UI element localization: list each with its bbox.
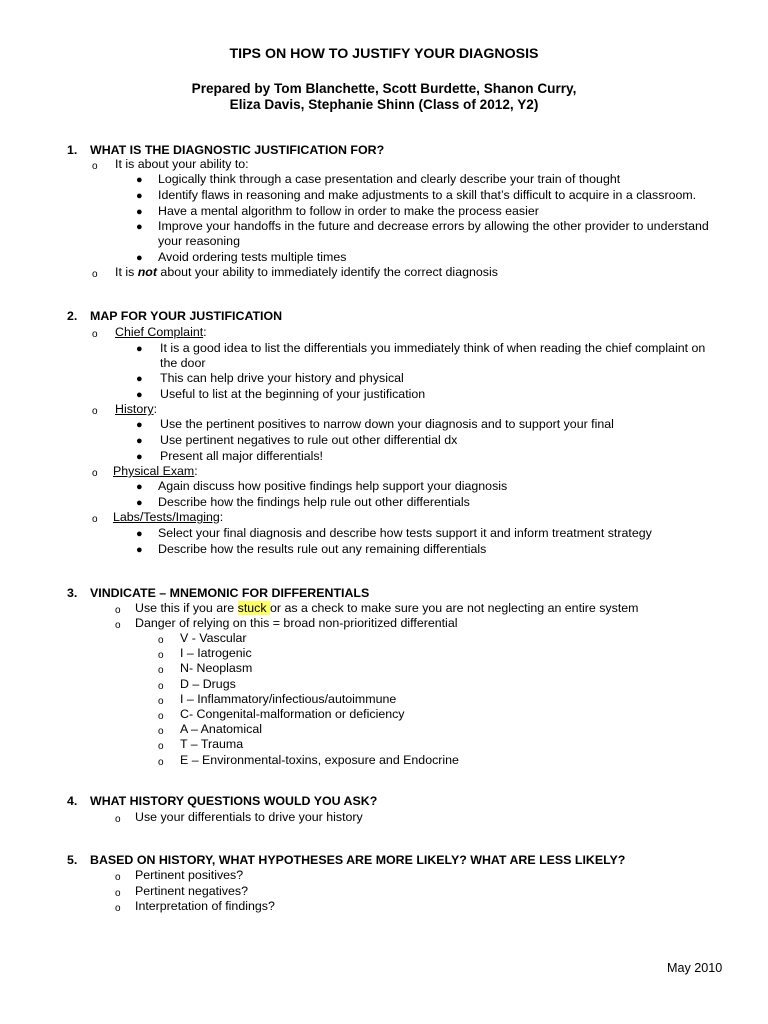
circle-bullet-icon: o xyxy=(158,757,164,768)
list-item: Use pertinent negatives to rule out other differential dx xyxy=(160,433,458,447)
list-item: Logically think through a case presentation and clearly describe your train of thought xyxy=(158,172,621,186)
list-item: Select your final diagnosis and describe how tests support it and inform treatment strategy xyxy=(158,526,652,540)
subheading-history: History: xyxy=(115,402,158,416)
circle-bullet-icon: o xyxy=(158,681,164,692)
list-item: Pertinent negatives? xyxy=(135,884,248,898)
list-item: Describe how the results rule out any remaining differentials xyxy=(158,542,487,556)
section-number: 2. xyxy=(67,309,78,323)
circle-bullet-icon: o xyxy=(158,711,164,722)
subheading-labs: Labs/Tests/Imaging: xyxy=(113,510,224,524)
section-title: WHAT IS THE DIAGNOSTIC JUSTIFICATION FOR? xyxy=(90,143,385,157)
footer-date: May 2010 xyxy=(667,961,723,975)
vindicate-item: I – Iatrogenic xyxy=(180,646,252,660)
vindicate-item: N- Neoplasm xyxy=(180,661,253,675)
bullet-icon: ● xyxy=(136,221,143,233)
list-item: Danger of relying on this = broad non-prioritized differential xyxy=(135,616,458,630)
bullet-icon: ● xyxy=(136,544,143,556)
list-item: Use the pertinent positives to narrow down your diagnosis and to support your final xyxy=(160,417,614,431)
section-number: 1. xyxy=(67,143,78,157)
section-title: VINDICATE – MNEMONIC FOR DIFFERENTIALS xyxy=(90,586,370,600)
section-title: BASED ON HISTORY, WHAT HYPOTHESES ARE MORE LIKELY? WHAT ARE LESS LIKELY? xyxy=(90,853,626,867)
list-item: Again discuss how positive findings help support your diagnosis xyxy=(158,479,508,493)
circle-bullet-icon: o xyxy=(115,605,121,616)
list-item: Improve your handoffs in the future and decrease errors by allowing the other provider to understand xyxy=(158,219,709,233)
list-item: Useful to list at the beginning of your justification xyxy=(160,387,426,401)
list-item-continuation: the door xyxy=(160,356,206,370)
circle-bullet-icon: o xyxy=(92,269,98,280)
subheading-chief-complaint: Chief Complaint: xyxy=(115,325,207,339)
bullet-icon: ● xyxy=(136,190,143,202)
circle-bullet-icon: o xyxy=(115,888,121,899)
vindicate-item: A – Anatomical xyxy=(180,722,262,736)
list-item: It is a good idea to list the differentials you immediately think of when reading the chief complaint on xyxy=(160,341,706,355)
vindicate-item: D – Drugs xyxy=(180,677,236,691)
circle-bullet-icon: o xyxy=(115,872,121,883)
bullet-icon: ● xyxy=(136,389,143,401)
circle-bullet-icon: o xyxy=(158,741,164,752)
circle-bullet-icon: o xyxy=(92,406,98,417)
bullet-icon: ● xyxy=(136,497,143,509)
circle-bullet-icon: o xyxy=(158,696,164,707)
circle-bullet-icon: o xyxy=(158,665,164,676)
circle-bullet-icon: o xyxy=(92,514,98,525)
circle-bullet-icon: o xyxy=(158,726,164,737)
circle-bullet-icon: o xyxy=(115,903,121,914)
document-title: TIPS ON HOW TO JUSTIFY YOUR DIAGNOSIS xyxy=(229,46,539,62)
subheading-physical-exam: Physical Exam: xyxy=(113,464,198,478)
bullet-icon: ● xyxy=(136,528,143,540)
section-title: MAP FOR YOUR JUSTIFICATION xyxy=(90,309,283,323)
bullet-icon: ● xyxy=(136,451,143,463)
list-item: Have a mental algorithm to follow in order to make the process easier xyxy=(158,204,539,218)
section-number: 5. xyxy=(67,853,78,867)
circle-bullet-icon: o xyxy=(115,814,121,825)
bullet-icon: ● xyxy=(136,206,143,218)
section-number: 4. xyxy=(67,794,78,808)
list-item: Identify flaws in reasoning and make adjustments to a skill that’s difficult to acquire in a classroom. xyxy=(158,188,697,202)
circle-bullet-icon: o xyxy=(158,650,164,661)
bullet-icon: ● xyxy=(136,373,143,385)
list-item: Interpretation of findings? xyxy=(135,899,275,913)
list-item: Describe how the findings help rule out other differentials xyxy=(158,495,470,509)
list-item: It is about your ability to: xyxy=(115,157,249,171)
vindicate-item: I – Inflammatory/infectious/autoimmune xyxy=(180,692,397,706)
bullet-icon: ● xyxy=(136,419,143,431)
vindicate-item: T – Trauma xyxy=(180,737,244,751)
circle-bullet-icon: o xyxy=(115,620,121,631)
section-title: WHAT HISTORY QUESTIONS WOULD YOU ASK? xyxy=(90,794,378,808)
circle-bullet-icon: o xyxy=(92,161,98,172)
bullet-icon: ● xyxy=(136,481,143,493)
authors-line-1: Prepared by Tom Blanchette, Scott Burdette, Shanon Curry, xyxy=(191,81,577,96)
list-item: It is not about your ability to immediately identify the correct diagnosis xyxy=(115,265,498,279)
authors-line-2: Eliza Davis, Stephanie Shinn (Class of 2012, Y2) xyxy=(229,97,539,112)
list-item: Use your differentials to drive your history xyxy=(135,810,363,824)
bullet-icon: ● xyxy=(136,252,143,264)
list-item: Pertinent positives? xyxy=(135,868,244,882)
list-item: Present all major differentials! xyxy=(160,449,323,463)
bullet-icon: ● xyxy=(136,174,143,186)
list-item-continuation: your reasoning xyxy=(158,234,240,248)
list-item: This can help drive your history and physical xyxy=(160,371,404,385)
section-number: 3. xyxy=(67,586,78,600)
circle-bullet-icon: o xyxy=(92,329,98,340)
bullet-icon: ● xyxy=(136,435,143,447)
bullet-icon: ● xyxy=(136,343,143,355)
circle-bullet-icon: o xyxy=(158,635,164,646)
list-item: Use this if you are stuck or as a check to make sure you are not neglecting an entire system xyxy=(135,601,639,615)
vindicate-item: C- Congenital-malformation or deficiency xyxy=(180,707,405,721)
circle-bullet-icon: o xyxy=(92,468,98,479)
vindicate-item: V - Vascular xyxy=(180,631,247,645)
list-item: Avoid ordering tests multiple times xyxy=(158,250,347,264)
vindicate-item: E – Environmental-toxins, exposure and Endocrine xyxy=(180,753,459,767)
